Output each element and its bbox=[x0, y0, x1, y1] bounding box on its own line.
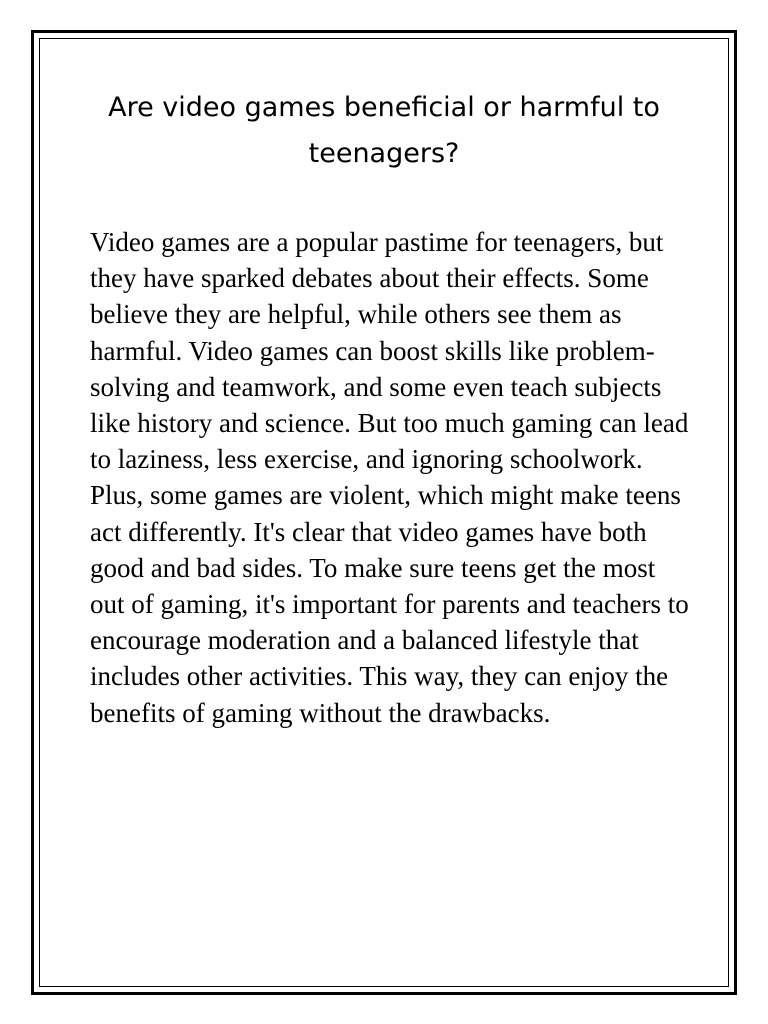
page-border-outer bbox=[31, 30, 737, 995]
document-title: Are video games beneficial or harmful to teenagers? bbox=[108, 92, 660, 169]
document-body: Video games are a popular pastime for teenagers, but they have sparked debates about their effects. Some believe they are helpful, while others see them as harmful. Video games can boost skills like problem-solving and teamwork, and some even teach subjects like history and science. But too much gaming can lead to laziness, less exercise, and ignoring schoolwork. Plus, some games are violent, which might make teens act differently. It's clear that video games have both good and bad sides. To make sure teens get the most out of gaming, it's important for parents and teachers to encourage moderation and a balanced lifestyle that includes other activities. This way, they can enjoy the benefits of gaming without the drawbacks. bbox=[90, 227, 689, 728]
